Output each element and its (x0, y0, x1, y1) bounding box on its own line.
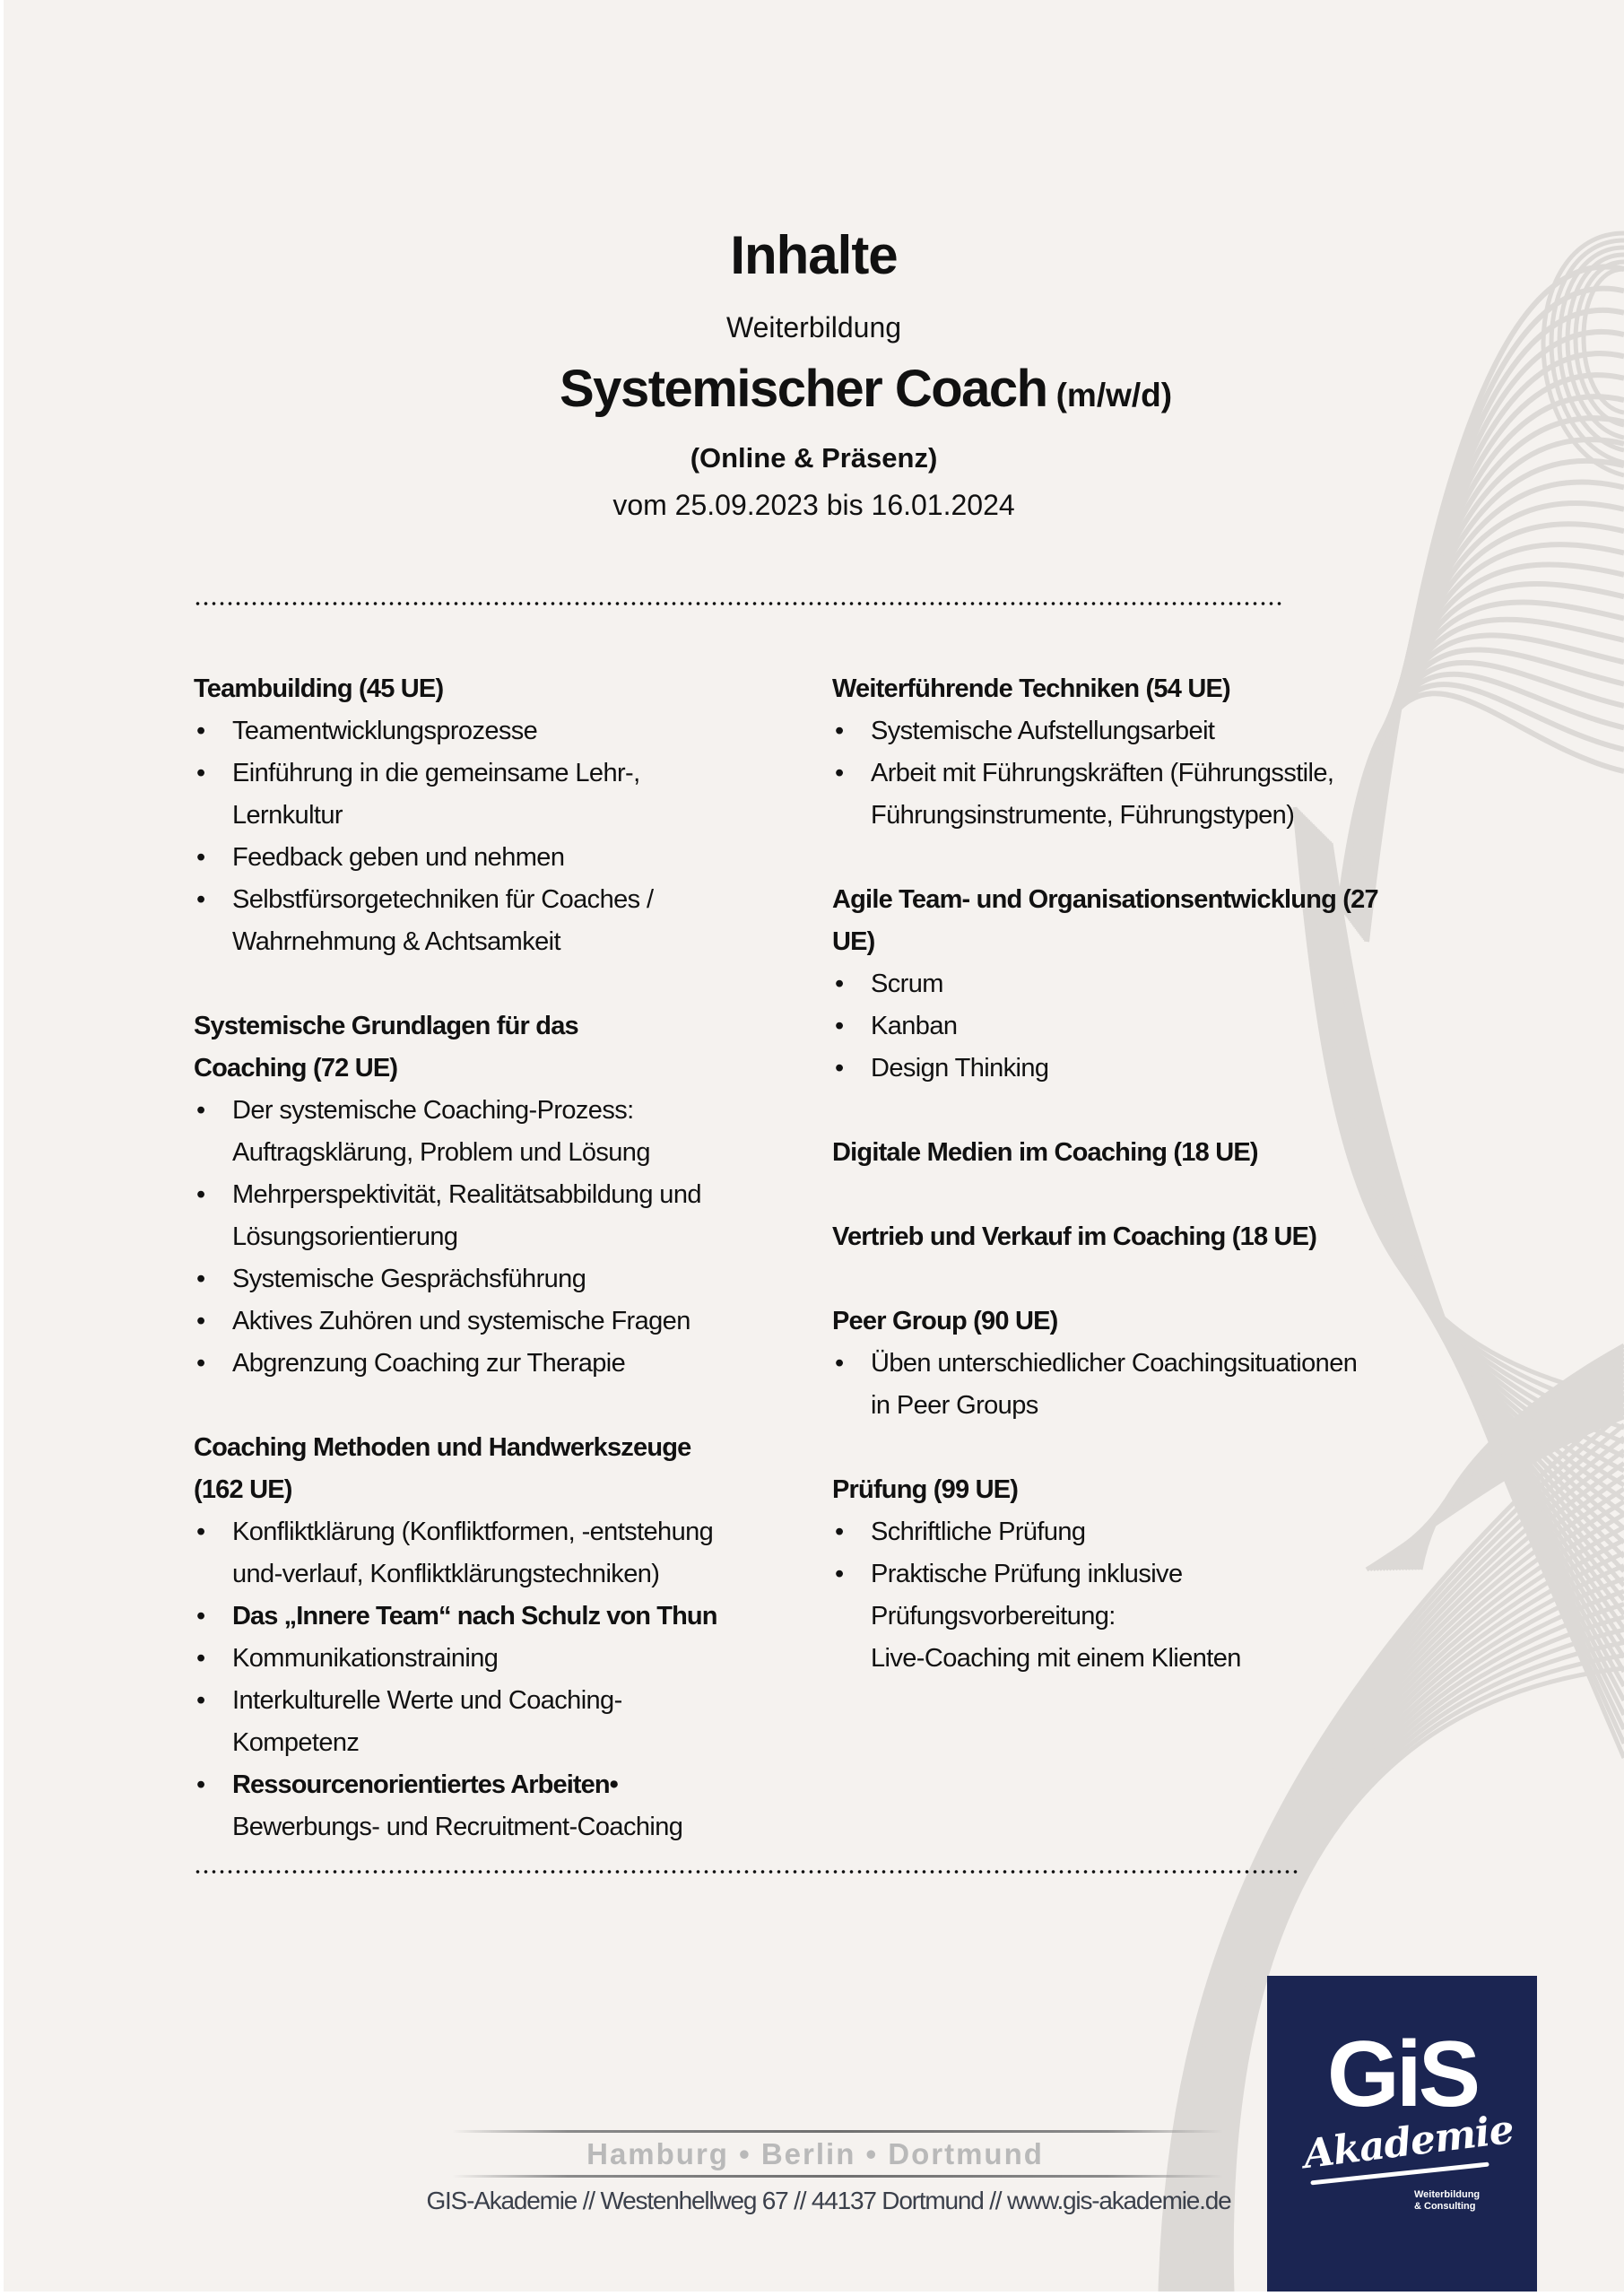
section-bullet-list (194, 1511, 812, 1848)
list-item-line: Selbstfürsorgetechniken für Coaches / (232, 885, 654, 914)
bullet-icon: • (835, 759, 844, 787)
gis-akademie-logo (1267, 1976, 1537, 2292)
list-item (194, 1090, 812, 1174)
bullet-icon: • (835, 1518, 844, 1546)
list-item-text (232, 879, 812, 963)
course-format: (Online & Präsenz) (690, 442, 938, 474)
list-item-text (232, 1090, 812, 1174)
content-section (832, 1469, 1496, 1680)
document-page (4, 0, 1624, 2292)
bullet-icon: • (835, 970, 844, 998)
list-item (832, 710, 1496, 752)
content-section (832, 1132, 1496, 1174)
bullet-icon: • (196, 1349, 205, 1378)
list-item-line: Üben unterschiedlicher Coachingsituationen (871, 1349, 1358, 1378)
list-item-line: Feedback geben und nehmen (232, 843, 565, 872)
section-bullet-list (194, 710, 812, 963)
section-heading: Digitale Medien im Coaching (18 UE) (832, 1138, 1258, 1167)
section-heading: Peer Group (90 UE) (832, 1307, 1058, 1335)
list-item-text (871, 1048, 1496, 1090)
list-item-text (871, 963, 1496, 1005)
footer-cities: Hamburg • Berlin • Dortmund (586, 2137, 1044, 2170)
list-item-line: Bewerbungs- und Recruitment-Coaching (232, 1813, 683, 1841)
bullet-icon: • (196, 885, 205, 914)
list-item (832, 752, 1496, 837)
list-item-text (871, 1343, 1496, 1427)
bullet-icon: • (196, 1770, 205, 1799)
course-title (560, 359, 1172, 419)
list-item (832, 1005, 1496, 1048)
left-content-column (194, 668, 812, 1848)
list-item (832, 1048, 1496, 1090)
logo-tagline (1414, 2189, 1480, 2213)
list-item-line: in Peer Groups (871, 1391, 1038, 1420)
section-heading: Weiterführende Techniken (54 UE) (832, 674, 1230, 703)
dotted-separator-bottom (194, 1869, 1301, 1874)
list-item-line: Kommunikationstraining (232, 1644, 499, 1673)
list-item (194, 1343, 812, 1385)
list-item-text (232, 1300, 812, 1343)
list-item-line: Arbeit mit Führungskräften (Führungsstile, (871, 759, 1334, 787)
list-item-line: Lösungsorientierung (232, 1222, 458, 1251)
bullet-icon: • (835, 717, 844, 745)
list-item (194, 752, 812, 837)
course-dates: vom 25.09.2023 bis 16.01.2024 (612, 489, 1015, 521)
list-item-line: und-verlauf, Konfliktklärungstechniken) (232, 1560, 660, 1588)
footer-address: GIS-Akademie // Westenhellweg 67 // 44137 Dortmund // www.gis-akademie.de (426, 2187, 1231, 2214)
list-item-line: Kanban (871, 1012, 958, 1040)
list-item (832, 1343, 1496, 1427)
course-gender-suffix: (m/w/d) (1055, 377, 1173, 413)
list-item-text (232, 1174, 812, 1258)
list-item-line: Teamentwicklungsprozesse (232, 717, 538, 745)
section-heading: Prüfung (99 UE) (832, 1475, 1019, 1504)
list-item-line: Auftragsklärung, Problem und Lösung (232, 1138, 650, 1167)
logo-brand-text: GiS (1326, 2022, 1478, 2126)
list-item-line: Praktische Prüfung inklusive (871, 1560, 1183, 1588)
bullet-icon: • (196, 1686, 205, 1715)
list-item-line: Systemische Gesprächsführung (232, 1265, 586, 1293)
content-section (832, 668, 1496, 837)
list-item (832, 1553, 1496, 1680)
list-item-line: Mehrperspektivität, Realitätsabbildung und (232, 1180, 701, 1209)
list-item-line: Ressourcenorientiertes Arbeiten• (232, 1770, 618, 1799)
right-content-column (832, 668, 1496, 1680)
bullet-icon: • (196, 1307, 205, 1335)
bullet-icon: • (196, 1518, 205, 1546)
dotted-separator-top (194, 601, 1285, 606)
bullet-icon: • (196, 759, 205, 787)
list-item-text (232, 1511, 812, 1596)
logo-script-text: Akademie (1300, 2106, 1516, 2179)
list-item (194, 1300, 812, 1343)
list-item-line: Design Thinking (871, 1054, 1049, 1083)
section-bullet-list (832, 1511, 1496, 1680)
bullet-icon: • (835, 1560, 844, 1588)
list-item (832, 1511, 1496, 1553)
page-subtitle: Weiterbildung (725, 311, 902, 344)
bullet-icon: • (835, 1349, 844, 1378)
content-section (832, 1300, 1496, 1427)
bullet-icon: • (835, 1054, 844, 1083)
list-item-line: Scrum (871, 970, 943, 998)
bullet-icon: • (196, 1265, 205, 1293)
list-item-line: Der systemische Coaching-Prozess: (232, 1096, 634, 1125)
footer-banner-line-bottom (452, 2175, 1223, 2178)
list-item-text (232, 1680, 812, 1764)
list-item-text (232, 752, 812, 837)
section-heading: Systemische Grundlagen für das Coaching (72 UE) (194, 1012, 578, 1083)
list-item-text (232, 1258, 812, 1300)
list-item-line: Prüfungsvorbereitung: (871, 1602, 1116, 1631)
list-item-text (232, 1638, 812, 1680)
list-item-line: Das „Innere Team“ nach Schulz von Thun (232, 1602, 717, 1631)
logo-tagline-line-1: Weiterbildung (1414, 2189, 1481, 2200)
list-item-line: Interkulturelle Werte und Coaching- (232, 1686, 622, 1715)
list-item-line: Abgrenzung Coaching zur Therapie (232, 1349, 626, 1378)
list-item-line: Kompetenz (232, 1728, 360, 1757)
list-item (194, 1680, 812, 1764)
section-heading: Teambuilding (45 UE) (194, 674, 444, 703)
content-section (832, 1216, 1496, 1258)
bullet-icon: • (196, 717, 205, 745)
list-item-line: Lernkultur (232, 801, 343, 830)
list-item-text (232, 837, 812, 879)
section-heading: Coaching Methoden und Handwerkszeuge (162 UE) (194, 1433, 691, 1504)
bullet-icon: • (835, 1012, 844, 1040)
list-item-line: Wahrnehmung & Achtsamkeit (232, 927, 560, 956)
section-bullet-list (832, 1343, 1496, 1427)
course-name: Systemischer Coach (560, 360, 1047, 418)
list-item-text (232, 710, 812, 752)
list-item-line: Aktives Zuhören und systemische Fragen (232, 1307, 690, 1335)
list-item (194, 1174, 812, 1258)
content-section (194, 1005, 812, 1385)
bullet-icon: • (196, 1602, 205, 1631)
content-section (194, 668, 812, 963)
section-bullet-list (832, 710, 1496, 837)
list-item (194, 1258, 812, 1300)
list-item-text (871, 710, 1496, 752)
bullet-icon: • (196, 1644, 205, 1673)
section-bullet-list (832, 963, 1496, 1090)
list-item-line: Konfliktklärung (Konfliktformen, -entstehung (232, 1518, 714, 1546)
footer-banner-line-top (452, 2130, 1223, 2133)
list-item-line: Einführung in die gemeinsame Lehr-, (232, 759, 640, 787)
list-item (194, 837, 812, 879)
list-item-line: Live-Coaching mit einem Klienten (871, 1644, 1241, 1673)
list-item-line: Führungsinstrumente, Führungstypen) (871, 801, 1295, 830)
list-item-text (232, 1764, 812, 1848)
section-heading: Vertrieb und Verkauf im Coaching (18 UE) (832, 1222, 1317, 1251)
section-bullet-list (194, 1090, 812, 1385)
list-item-text (232, 1596, 812, 1638)
list-item (194, 879, 812, 963)
content-section (194, 1427, 812, 1848)
list-item (194, 710, 812, 752)
bullet-icon: • (196, 1096, 205, 1125)
list-item (194, 1764, 812, 1848)
section-heading: Agile Team- und Organisationsentwicklung (27 UE) (832, 885, 1378, 956)
list-item (832, 963, 1496, 1005)
list-item (194, 1638, 812, 1680)
list-item-text (871, 1005, 1496, 1048)
list-item-text (871, 752, 1496, 837)
list-item-line: Systemische Aufstellungsarbeit (871, 717, 1215, 745)
list-item-text (232, 1343, 812, 1385)
bullet-icon: • (196, 1180, 205, 1209)
list-item-line: Schriftliche Prüfung (871, 1518, 1086, 1546)
bullet-icon: • (196, 843, 205, 872)
page-title: Inhalte (730, 225, 898, 285)
list-item (194, 1511, 812, 1596)
list-item-text (871, 1553, 1496, 1680)
logo-tagline-line-2: & Consulting (1414, 2201, 1476, 2212)
list-item (194, 1596, 812, 1638)
list-item-text (871, 1511, 1496, 1553)
content-section (832, 879, 1496, 1090)
